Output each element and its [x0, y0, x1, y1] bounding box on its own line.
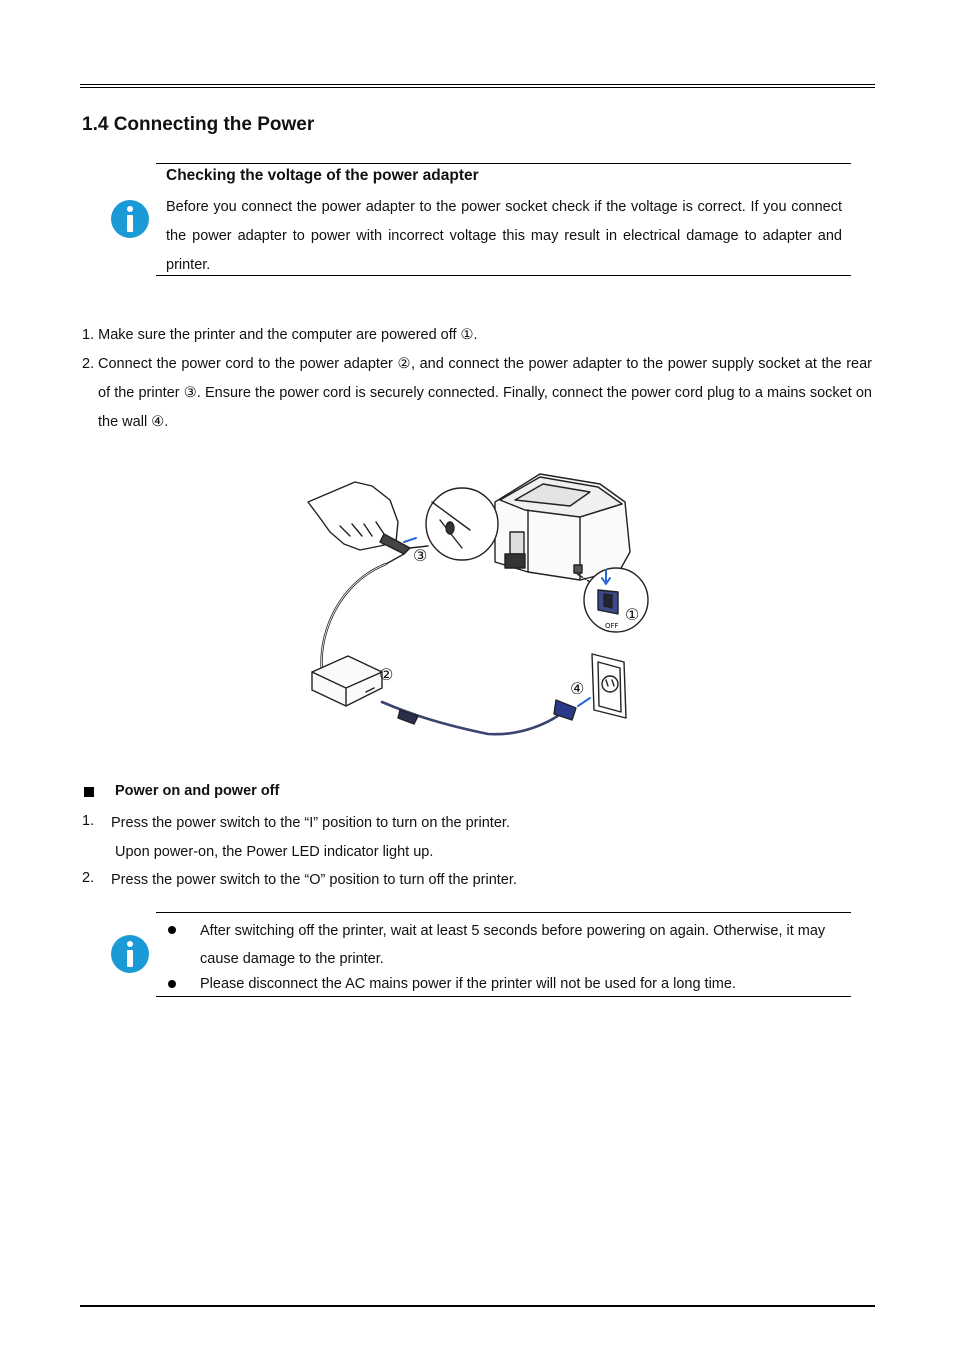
off-label: OFF	[605, 622, 619, 630]
callout-1: ①	[625, 605, 640, 624]
note-bullet: Please disconnect the AC mains power if the printer will not be used for a long time.	[200, 976, 736, 992]
step-text: Connect the power cord to the power adapter ②, and connect the power adapter to the power supply socket at the rear of the printer ③. Ensure the power cord is securely connected. Finally, connect the power cord plug to a mains socket on the wall ④.	[98, 356, 872, 430]
step-2	[82, 350, 872, 437]
info-icon	[111, 935, 149, 973]
bullet-dot	[168, 980, 176, 988]
power-off-note	[156, 912, 851, 997]
power-item-text: Press the power switch to the “I” position to turn on the printer.	[111, 815, 510, 831]
power-item-number: 2.	[82, 870, 95, 886]
callout-4: ④	[570, 679, 585, 698]
callout-2: ②	[379, 665, 394, 684]
header-rule	[80, 84, 875, 88]
info-icon	[111, 200, 149, 238]
power-item-text: Press the power switch to the “O” position to turn off the printer.	[111, 872, 517, 888]
section-bullet-square	[84, 787, 94, 797]
power-connection-illustration	[300, 462, 660, 747]
power-section-title: Power on and power off	[115, 783, 280, 799]
footer-rule	[80, 1305, 875, 1307]
bullet-dot	[168, 926, 176, 934]
note-body: Before you connect the power adapter to the power socket check if the voltage is correct. If you connect the power adapter to power with incorrect voltage this may result in electrical damage to adapter and printer.	[166, 199, 842, 273]
callout-3: ③	[413, 546, 428, 565]
power-item-subtext: Upon power-on, the Power LED indicator light up.	[115, 844, 434, 860]
step-number: 2.	[82, 356, 95, 372]
step-text: Make sure the printer and the computer are powered off ①.	[98, 327, 478, 343]
note-bullet: After switching off the printer, wait at least 5 seconds before powering on again. Otherwise, it may cause damage to the printer.	[200, 923, 826, 967]
note-title: Checking the voltage of the power adapter	[166, 167, 479, 184]
power-item-number: 1.	[82, 813, 95, 829]
step-1	[82, 321, 478, 350]
step-number: 1.	[82, 327, 95, 343]
voltage-note	[156, 163, 851, 276]
section-heading: 1.4 Connecting the Power	[82, 114, 315, 135]
